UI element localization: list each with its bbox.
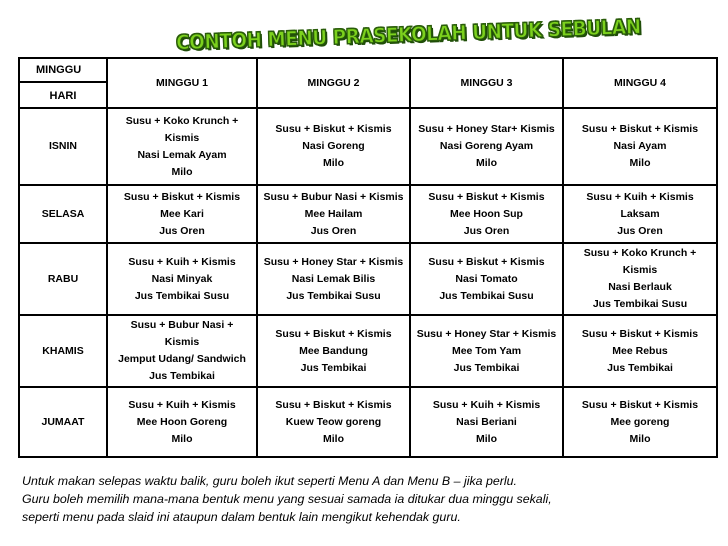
menu-item: Nasi Tomato	[455, 272, 518, 285]
menu-item: Jus Tembikai Susu	[439, 289, 534, 302]
menu-cell	[563, 108, 717, 185]
menu-cell	[257, 387, 410, 457]
menu-item: Mee Hailam	[304, 207, 363, 220]
menu-item: Susu + Biskut + Kismis	[581, 327, 699, 340]
page-title: CONTOH MENU PRASEKOLAH UNTUK SEBULAN	[175, 14, 642, 55]
menu-item: Nasi Lemak Ayam	[137, 148, 227, 161]
menu-item: Susu + Honey Star + Kismis	[416, 327, 557, 340]
menu-cell	[107, 315, 257, 387]
header-row	[19, 58, 717, 108]
day-label: RABU	[19, 243, 107, 315]
menu-cell	[257, 185, 410, 243]
menu-item: Milo	[171, 165, 193, 178]
menu-item: Susu + Biskut + Kismis	[581, 123, 699, 135]
menu-item: Kismis	[164, 131, 200, 144]
menu-item: Jus Oren	[159, 224, 205, 237]
menu-item: Susu + Biskut + Kismis	[275, 123, 392, 135]
menu-item: Nasi Minyak	[151, 272, 213, 285]
menu-item: Jus Oren	[310, 224, 357, 237]
menu-item: Mee Tom Yam	[451, 344, 522, 357]
menu-cell	[410, 387, 563, 457]
menu-cell	[257, 315, 410, 387]
menu-cell	[410, 315, 563, 387]
menu-item: Susu + Biskut + Kismis	[581, 398, 699, 411]
menu-item: Susu + Honey Star + Kismis	[263, 255, 404, 268]
footnote	[22, 472, 722, 526]
menu-item: Nasi Goreng Ayam	[439, 140, 534, 152]
menu-item: Susu + Kuih + Kismis	[128, 398, 236, 411]
menu-item: Jus Oren	[617, 224, 663, 237]
menu-item: Milo	[476, 157, 497, 169]
menu-item: Kismis	[164, 336, 200, 348]
corner-day-label: HARI	[49, 90, 77, 102]
menu-item: Jemput Udang/ Sandwich	[118, 353, 246, 365]
menu-item: Milo	[629, 432, 651, 445]
menu-item: Nasi Lemak Bilis	[291, 272, 376, 285]
day-row	[19, 108, 717, 185]
menu-item: Mee Hoon Sup	[450, 207, 523, 220]
menu-item: Jus Tembikai Susu	[592, 298, 688, 310]
menu-item: Nasi Goreng	[302, 140, 365, 152]
day-row	[19, 243, 717, 315]
menu-item: Jus Oren	[463, 224, 510, 237]
menu-item: Susu + Biskut + Kismis	[428, 255, 545, 268]
menu-item: Jus Tembikai Susu	[286, 289, 381, 302]
day-label: ISNIN	[19, 108, 107, 185]
menu-item: Mee Rebus	[612, 344, 668, 357]
corner-week-label: MINGGU	[20, 59, 106, 83]
footnote-line: seperti menu pada slaid ini ataupun dalam bentuk lain mengikut kehendak guru.	[22, 510, 461, 524]
footnote-line: Guru boleh memilih mana-mana bentuk menu yang sesuai samada ia ditukar dua minggu sekali,	[22, 492, 552, 506]
menu-cell	[563, 185, 717, 243]
menu-item: Milo	[171, 432, 193, 445]
menu-cell	[257, 108, 410, 185]
menu-item: Jus Tembikai	[149, 370, 215, 382]
menu-item: Susu + Biskut + Kismis	[275, 398, 392, 411]
week-header: MINGGU 4	[563, 58, 717, 108]
day-row	[19, 315, 717, 387]
day-row	[19, 387, 717, 457]
menu-item: Mee Hoon Goreng	[136, 415, 228, 428]
menu-item: Jus Tembikai	[607, 361, 673, 374]
menu-item: Susu + Kuih + Kismis	[128, 255, 236, 268]
menu-item: Mee Bandung	[299, 344, 368, 357]
menu-table	[18, 57, 718, 458]
menu-item: Milo	[629, 157, 651, 169]
week-header: MINGGU 1	[107, 58, 257, 108]
menu-item: Susu + Biskut + Kismis	[428, 190, 545, 203]
menu-cell	[107, 387, 257, 457]
menu-item: Nasi Beriani	[456, 415, 517, 428]
corner-header-cell	[19, 58, 107, 108]
day-label: SELASA	[19, 185, 107, 243]
menu-item: Mee goreng	[610, 415, 670, 428]
week-header: MINGGU 3	[410, 58, 563, 108]
menu-cell	[107, 108, 257, 185]
menu-cell	[107, 243, 257, 315]
menu-item: Susu + Kuih + Kismis	[586, 190, 694, 203]
menu-cell	[563, 315, 717, 387]
menu-item: Milo	[476, 432, 497, 445]
menu-item: Jus Tembikai Susu	[134, 289, 230, 302]
day-label: KHAMIS	[19, 315, 107, 387]
menu-item: Susu + Biskut + Kismis	[275, 327, 392, 340]
footnote-line: Untuk makan selepas waktu balik, guru boleh ikut seperti Menu A dan Menu B – jika perlu.	[22, 474, 517, 488]
menu-item: Mee Kari	[160, 207, 204, 220]
menu-item: Susu + Biskut + Kismis	[123, 190, 241, 203]
menu-cell	[563, 243, 717, 315]
menu-item: Milo	[323, 432, 344, 445]
menu-item: Kuew Teow goreng	[285, 415, 382, 428]
menu-cell	[410, 108, 563, 185]
menu-cell	[410, 243, 563, 315]
day-label: JUMAAT	[19, 387, 107, 457]
day-row	[19, 185, 717, 243]
menu-cell	[257, 243, 410, 315]
menu-item: Laksam	[620, 207, 660, 220]
menu-item: Nasi Berlauk	[608, 281, 672, 293]
week-header: MINGGU 2	[257, 58, 410, 108]
menu-item: Susu + Koko Krunch +	[583, 247, 697, 259]
menu-cell	[563, 387, 717, 457]
menu-item: Susu + Honey Star+ Kismis	[418, 123, 555, 135]
menu-item: Milo	[323, 157, 344, 169]
menu-item: Jus Tembikai	[453, 361, 520, 374]
menu-item: Susu + Koko Krunch +	[125, 114, 239, 127]
menu-item: Jus Tembikai	[300, 361, 367, 374]
menu-cell	[410, 185, 563, 243]
menu-item: Susu + Kuih + Kismis	[432, 398, 541, 411]
menu-item: Kismis	[622, 264, 658, 276]
menu-item: Susu + Bubur Nasi + Kismis	[263, 190, 404, 203]
menu-item: Susu + Bubur Nasi +	[130, 319, 234, 331]
menu-cell	[107, 185, 257, 243]
menu-item: Nasi Ayam	[613, 140, 667, 152]
